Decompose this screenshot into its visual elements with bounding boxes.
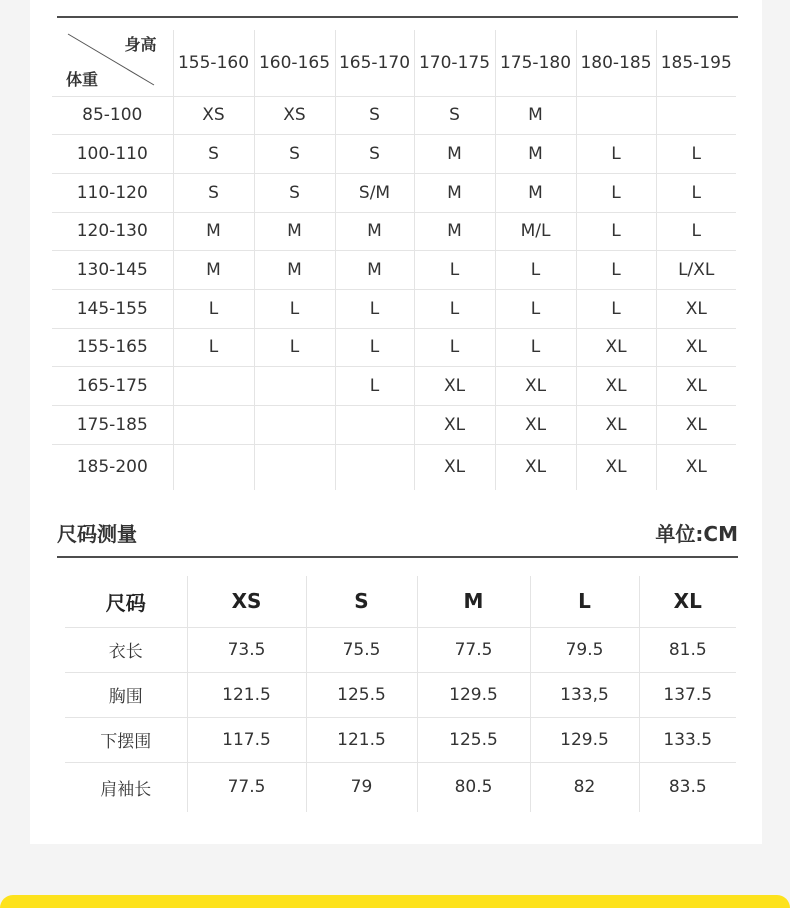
size-cell: S <box>335 135 414 174</box>
measurement-value-cell: 133.5 <box>639 717 736 762</box>
measurement-value-cell: 73.5 <box>187 627 306 672</box>
size-cell: XL <box>495 367 576 406</box>
size-cell: S <box>254 173 335 212</box>
size-cell: L <box>414 251 495 290</box>
size-cell: M <box>414 135 495 174</box>
weight-range-cell: 85-100 <box>52 96 173 135</box>
size-cell: L <box>173 328 254 367</box>
measurement-value-cell: 129.5 <box>530 717 639 762</box>
size-cell: L <box>656 212 736 251</box>
size-cell: S <box>335 96 414 135</box>
table-row <box>52 135 736 174</box>
table-row <box>65 762 736 812</box>
size-cell: L <box>335 289 414 328</box>
size-cell <box>173 367 254 406</box>
size-cell: L <box>254 289 335 328</box>
size-cell: S/M <box>335 173 414 212</box>
measurement-table <box>65 576 736 812</box>
size-cell <box>173 444 254 490</box>
measurement-title: 尺码测量 <box>57 522 137 546</box>
measurement-value-cell: 82 <box>530 762 639 812</box>
size-cell <box>576 96 656 135</box>
size-cell: M <box>414 212 495 251</box>
size-cell: L <box>495 289 576 328</box>
measurement-value-cell: 121.5 <box>187 672 306 717</box>
size-column-header: L <box>530 576 639 627</box>
height-header-row <box>52 30 736 96</box>
size-cell: M <box>414 173 495 212</box>
size-cell: L <box>656 173 736 212</box>
size-cell: L/XL <box>656 251 736 290</box>
measurement-value-cell: 133,5 <box>530 672 639 717</box>
height-column-header: 180-185 <box>576 30 656 96</box>
section-divider <box>57 556 738 558</box>
size-cell: S <box>254 135 335 174</box>
size-cell: XL <box>656 289 736 328</box>
table-row <box>52 251 736 290</box>
size-cell: XL <box>656 367 736 406</box>
size-cell: XL <box>576 328 656 367</box>
size-cell: M <box>335 212 414 251</box>
size-cell <box>335 444 414 490</box>
measurement-value-cell: 121.5 <box>306 717 417 762</box>
height-column-header: 155-160 <box>173 30 254 96</box>
size-cell: M <box>254 212 335 251</box>
size-header-label: 尺码 <box>65 576 187 627</box>
size-cell: M <box>173 251 254 290</box>
size-cell <box>656 96 736 135</box>
size-cell: L <box>576 173 656 212</box>
weight-range-cell: 175-185 <box>52 406 173 445</box>
measurement-value-cell: 125.5 <box>417 717 530 762</box>
yellow-banner-edge <box>0 895 790 908</box>
height-column-header: 170-175 <box>414 30 495 96</box>
size-cell: M <box>495 173 576 212</box>
size-cell: XL <box>495 444 576 490</box>
size-cell: L <box>414 289 495 328</box>
table-row <box>52 406 736 445</box>
size-cell: S <box>173 173 254 212</box>
size-cell: L <box>254 328 335 367</box>
height-column-header: 160-165 <box>254 30 335 96</box>
size-cell <box>254 444 335 490</box>
size-cell: L <box>173 289 254 328</box>
measurement-value-cell: 79 <box>306 762 417 812</box>
size-cell: XL <box>656 406 736 445</box>
weight-range-cell: 120-130 <box>52 212 173 251</box>
table-row <box>65 672 736 717</box>
table-row <box>65 717 736 762</box>
weight-axis-label: 体重 <box>66 69 99 89</box>
size-cell: M <box>173 212 254 251</box>
size-column-header: M <box>417 576 530 627</box>
size-cell: L <box>576 289 656 328</box>
size-cell: XL <box>576 444 656 490</box>
size-cell: M <box>495 96 576 135</box>
size-column-header: XS <box>187 576 306 627</box>
table-row <box>52 444 736 490</box>
measurement-label-cell: 下摆围 <box>65 717 187 762</box>
size-cell: XL <box>685 457 707 478</box>
size-cell <box>173 406 254 445</box>
size-cell: L <box>576 135 656 174</box>
measurement-value-cell: 79.5 <box>530 627 639 672</box>
table-row <box>65 627 736 672</box>
top-divider <box>57 16 738 18</box>
height-column-header: 175-180 <box>495 30 576 96</box>
weight-range-cell: 110-120 <box>52 173 173 212</box>
measurement-value-cell: 137.5 <box>639 672 736 717</box>
size-cell: S <box>173 135 254 174</box>
size-cell <box>335 406 414 445</box>
measurement-header-row <box>65 576 736 627</box>
measurement-label-cell: 肩袖长 <box>65 762 187 812</box>
measurement-value-cell: 129.5 <box>417 672 530 717</box>
size-cell: XS <box>173 96 254 135</box>
size-cell: L <box>656 135 736 174</box>
size-cell: L <box>576 212 656 251</box>
size-cell: L <box>335 328 414 367</box>
measurement-unit: 单位:CM <box>655 522 738 546</box>
table-row <box>52 367 736 406</box>
table-row <box>52 173 736 212</box>
weight-range-cell: 185-200 <box>52 444 173 490</box>
measurement-value-cell: 77.5 <box>187 762 306 812</box>
table-row <box>52 328 736 367</box>
size-cell <box>254 367 335 406</box>
measurement-label-cell: 胸围 <box>65 672 187 717</box>
size-cell: M <box>495 135 576 174</box>
size-cell <box>254 406 335 445</box>
measurement-value-cell: 75.5 <box>306 627 417 672</box>
height-column-header: 165-170 <box>335 30 414 96</box>
size-recommendation-table <box>52 30 736 490</box>
table-row <box>52 212 736 251</box>
size-cell: XL <box>414 444 495 490</box>
measurement-value-cell: 83.5 <box>668 777 707 798</box>
size-cell: XL <box>576 367 656 406</box>
weight-range-cell: 165-175 <box>52 367 173 406</box>
table-row <box>52 96 736 135</box>
weight-range-cell: 130-145 <box>52 251 173 290</box>
measurement-value-cell: 80.5 <box>417 762 530 812</box>
size-cell: XL <box>495 406 576 445</box>
height-axis-label: 身高 <box>124 35 157 54</box>
size-cell: XL <box>656 328 736 367</box>
size-cell: L <box>495 328 576 367</box>
size-cell: L <box>335 367 414 406</box>
size-cell: S <box>414 96 495 135</box>
weight-range-cell: 155-165 <box>52 328 173 367</box>
measurement-label-cell: 衣长 <box>65 627 187 672</box>
measurement-value-cell: 81.5 <box>639 627 736 672</box>
table-row <box>52 289 736 328</box>
size-column-header: XL <box>639 576 736 627</box>
measurement-value-cell: 125.5 <box>306 672 417 717</box>
size-cell: L <box>414 328 495 367</box>
measurement-value-cell: 117.5 <box>187 717 306 762</box>
size-cell: XS <box>254 96 335 135</box>
size-cell: XL <box>576 406 656 445</box>
size-cell: L <box>576 251 656 290</box>
size-column-header: S <box>306 576 417 627</box>
size-cell: XL <box>414 406 495 445</box>
corner-cell <box>52 30 173 96</box>
size-cell: M <box>335 251 414 290</box>
size-cell: L <box>495 251 576 290</box>
weight-range-cell: 100-110 <box>52 135 173 174</box>
measurement-value-cell: 77.5 <box>417 627 530 672</box>
height-column-header: 185-195 <box>656 30 736 96</box>
size-cell: M <box>254 251 335 290</box>
size-cell: XL <box>414 367 495 406</box>
size-cell: M/L <box>495 212 576 251</box>
weight-range-cell: 145-155 <box>52 289 173 328</box>
